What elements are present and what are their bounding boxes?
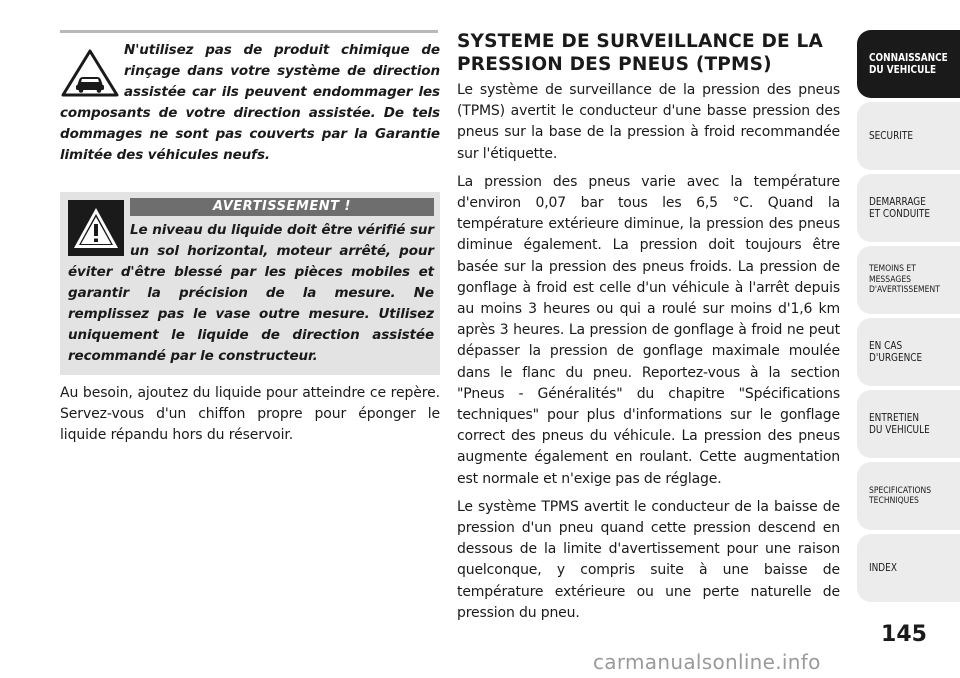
tab-entretien-du-vehicule[interactable] <box>857 390 960 458</box>
paragraph-temperature: La pression des pneus varie avec la température d'environ 0,07 bar tous les 6,5 °C. Quand la température extérieure diminue, la pression des pneus diminue également. La pression doit toujours être basée sur la pression des pneus froids. La pression de gonflage à froid est celle d'un véhicule à l'arrêt depuis au moins 3 heures ou qui a roulé sur moins d'1,6 km après 3 heures. La pression de gonflage à froid ne peut dépasser la pression de gonflage maximale moulée dans le flanc du pneu. Reportez-vous à la section "Pneus - Généralités" du chapitre "Spécifications techniques" pour plus d'informations sur le gonflage correct des pneus du véhicule. La pression des pneus augmente également en roulant. Cette augmentation est normale et n'exige pas de réglage. <box>457 173 840 487</box>
watermark: carmanualsonline.info <box>593 650 821 674</box>
caution-notice <box>60 40 440 166</box>
tab-label: TEMOINS ET MESSAGES D'AVERTISSEMENT <box>869 264 940 296</box>
warning-triangle-icon <box>68 200 124 256</box>
warning-title: AVERTISSEMENT ! <box>130 198 434 216</box>
tab-specifications-techniques[interactable] <box>857 462 960 530</box>
paragraph-warning: Le système TPMS avertit le conducteur de la baisse de pression d'un pneu quand cette pression descend en dessous de la limite d'avertissement pour une raison quelconque, y compris suite à une baisse de température extérieure ou une perte naturelle de pression du pneu. <box>457 498 840 621</box>
tab-index[interactable] <box>857 534 960 602</box>
tab-label: SPECIFICATIONS TECHNIQUES <box>869 485 932 506</box>
tab-demarrage-et-conduite[interactable] <box>857 174 960 242</box>
tab-label: INDEX <box>869 562 897 574</box>
left-column <box>60 30 440 446</box>
page-number: 145 <box>881 622 927 647</box>
section-title: SYSTEME DE SURVEILLANCE DE LA PRESSION DES PNEUS (TPMS) <box>457 31 824 75</box>
chapter-tabs <box>857 30 960 606</box>
tab-label: CONNAISSANCE DU VEHICULE <box>869 52 948 76</box>
warning-box <box>60 192 440 375</box>
caution-notice-text: N'utilisez pas de produit chimique de rinçage dans votre système de direction assistée car ils peuvent endommager les composants de votre direction assistée. De tels dommages ne sont pas couverts par la Garantie limitée des véhicules neufs. <box>60 42 440 163</box>
body-paragraph: Au besoin, ajoutez du liquide pour atteindre ce repère. Servez-vous d'un chiffon propre pour éponger le liquide répandu hors du réservoir. <box>60 385 440 443</box>
tab-securite[interactable] <box>857 102 960 170</box>
tab-connaissance-du-vehicule[interactable] <box>857 30 960 98</box>
tab-label: EN CAS D'URGENCE <box>869 340 923 364</box>
tab-label: SECURITE <box>869 130 914 142</box>
tab-label: ENTRETIEN DU VEHICULE <box>869 412 930 436</box>
warning-text: Le niveau du liquide doit être vérifié sur un sol horizontal, moteur arrêté, pour éviter d'être blessé par les pièces mobiles et garantir la précision de la mesure. Ne remplissez pas le vase outre mesure. Utilisez uniquement le liquide de direction assistée recommandé par le constructeur. <box>68 222 434 364</box>
notice-divider <box>60 30 438 33</box>
right-column <box>457 30 840 631</box>
tab-en-cas-d-urgence[interactable] <box>857 318 960 386</box>
car-caution-icon <box>60 48 120 98</box>
paragraph-intro: Le système de surveillance de la pression des pneus (TPMS) avertit le conducteur d'une basse pression des pneus sur la base de la pression à froid recommandée sur l'étiquette. <box>457 82 840 162</box>
tab-label: DEMARRAGE ET CONDUITE <box>869 196 931 220</box>
tab-temoins-et-messages[interactable] <box>857 246 960 314</box>
